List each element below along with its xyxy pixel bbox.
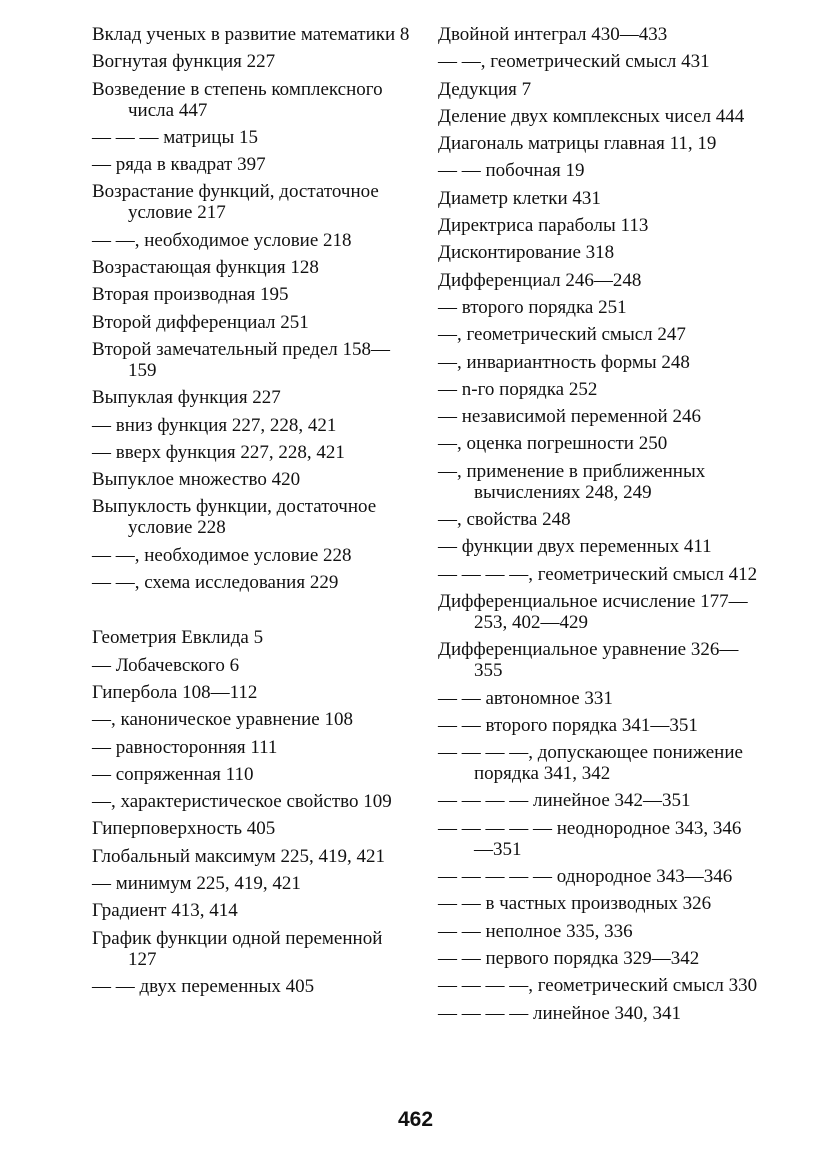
index-entry: —, геометрический смысл 247 [438, 324, 686, 346]
index-entry: Двойной интеграл 430—433 [438, 24, 668, 45]
index-entry: Градиент 413, 414 [92, 900, 238, 922]
index-entry: —, оценка погрешности 250 [438, 433, 668, 455]
index-entry: — — автономное 331 [438, 687, 613, 709]
index-entry: — — — — линейное 342—351 [438, 790, 691, 812]
index-entry: Вторая производная 195 [92, 284, 289, 306]
index-entry: — равносторонняя 111 [92, 736, 278, 758]
index-entry: — —, геометрический смысл 431 [438, 51, 710, 73]
index-column-left [92, 24, 414, 1003]
index-entry: — —, необходимое условие 218 [92, 229, 352, 251]
index-entry: — ряда в квадрат 397 [92, 154, 266, 176]
index-entry: — второго порядка 251 [438, 296, 627, 318]
index-entry: — — неполное 335, 336 [438, 920, 633, 942]
index-entry: Диагональ матрицы главная 11, 19 [438, 133, 717, 155]
index-entry: Вклад ученых в развитие математики 8 [92, 24, 410, 45]
index-entry: Гипербола 108—112 [92, 681, 258, 703]
index-column-right [438, 24, 760, 1030]
index-entry: — — первого порядка 329—342 [438, 947, 700, 969]
index-entry: — — двух переменных 405 [92, 975, 315, 997]
index-entry: Диаметр клетки 431 [438, 187, 601, 209]
index-entry: Возрастающая функция 128 [92, 257, 319, 279]
index-entry: Второй дифференциал 251 [92, 311, 309, 333]
index-entry: Второй замечательный предел 158—159 [92, 338, 390, 381]
index-entry: — независимой переменной 246 [438, 406, 701, 428]
index-entry: — — в частных производных 326 [438, 893, 712, 915]
index-entry: Геометрия Евклида 5 [92, 627, 264, 649]
index-entry: — —, схема исследования 229 [92, 572, 339, 594]
index-entry: Деление двух комплексных чисел 444 [438, 105, 745, 127]
index-entry: Дифференциал 246—248 [438, 269, 642, 291]
index-entry: —, каноническое уравнение 108 [92, 709, 353, 731]
index-entry: Возведение в степень комплексного числа 447 [92, 78, 383, 121]
index-entry: Дедукция 7 [438, 78, 532, 100]
index-entry: Вогнутая функция 227 [92, 51, 276, 73]
index-entry: — — — —, геометрический смысл 412 [438, 563, 758, 585]
section-gap [92, 599, 414, 627]
index-entry: — вверх функция 227, 228, 421 [92, 441, 345, 463]
index-entry: Гиперповерхность 405 [92, 818, 276, 840]
index-entry: — — — — — неоднородное 343, 346—351 [438, 817, 742, 860]
index-entry: — — — —, геометрический смысл 330 [438, 975, 758, 997]
index-entry: — — второго порядка 341—351 [438, 714, 698, 736]
index-entry: Возрастание функций, достаточное условие 217 [92, 181, 379, 224]
index-entry: Дисконтирование 318 [438, 242, 615, 264]
index-entry: —, характеристическое свойство 109 [92, 791, 392, 813]
index-entry: — — побочная 19 [438, 160, 585, 182]
index-entry: — сопряженная 110 [92, 763, 254, 785]
index-entry: —, применение в приближенных вычислениях 248, 249 [438, 460, 706, 503]
index-entry: — — — —, допускающее понижение порядка 341, 342 [438, 742, 743, 785]
index-entry: — n-го порядка 252 [438, 378, 598, 400]
index-entry: — вниз функция 227, 228, 421 [92, 414, 337, 436]
index-entry: — — — матрицы 15 [92, 126, 258, 148]
index-entry: Дифференциальное исчисление 177—253, 402—429 [438, 590, 748, 633]
index-entry: Выпуклое множество 420 [92, 469, 301, 491]
index-entry: —, свойства 248 [438, 509, 571, 531]
index-entry: Выпуклость функции, достаточное условие 228 [92, 496, 377, 539]
page-number: 462 [397, 1108, 434, 1131]
index-entry: Выпуклая функция 227 [92, 387, 281, 409]
index-entry: — функции двух переменных 411 [438, 536, 712, 558]
index-entry: — минимум 225, 419, 421 [92, 873, 301, 895]
index-entry: Дифференциальное уравнение 326—355 [438, 639, 739, 682]
index-entry: — — — — — однородное 343—346 [438, 866, 733, 888]
index-entry: Глобальный максимум 225, 419, 421 [92, 845, 386, 867]
index-entry: Директриса параболы 113 [438, 215, 649, 237]
index-entry: График функции одной переменной 127 [92, 927, 383, 970]
index-entry: — Лобачевского 6 [92, 654, 240, 676]
index-entry: —, инвариантность формы 248 [438, 351, 690, 373]
index-entry: — —, необходимое условие 228 [92, 544, 352, 566]
index-entry: — — — — линейное 340, 341 [438, 1002, 682, 1024]
